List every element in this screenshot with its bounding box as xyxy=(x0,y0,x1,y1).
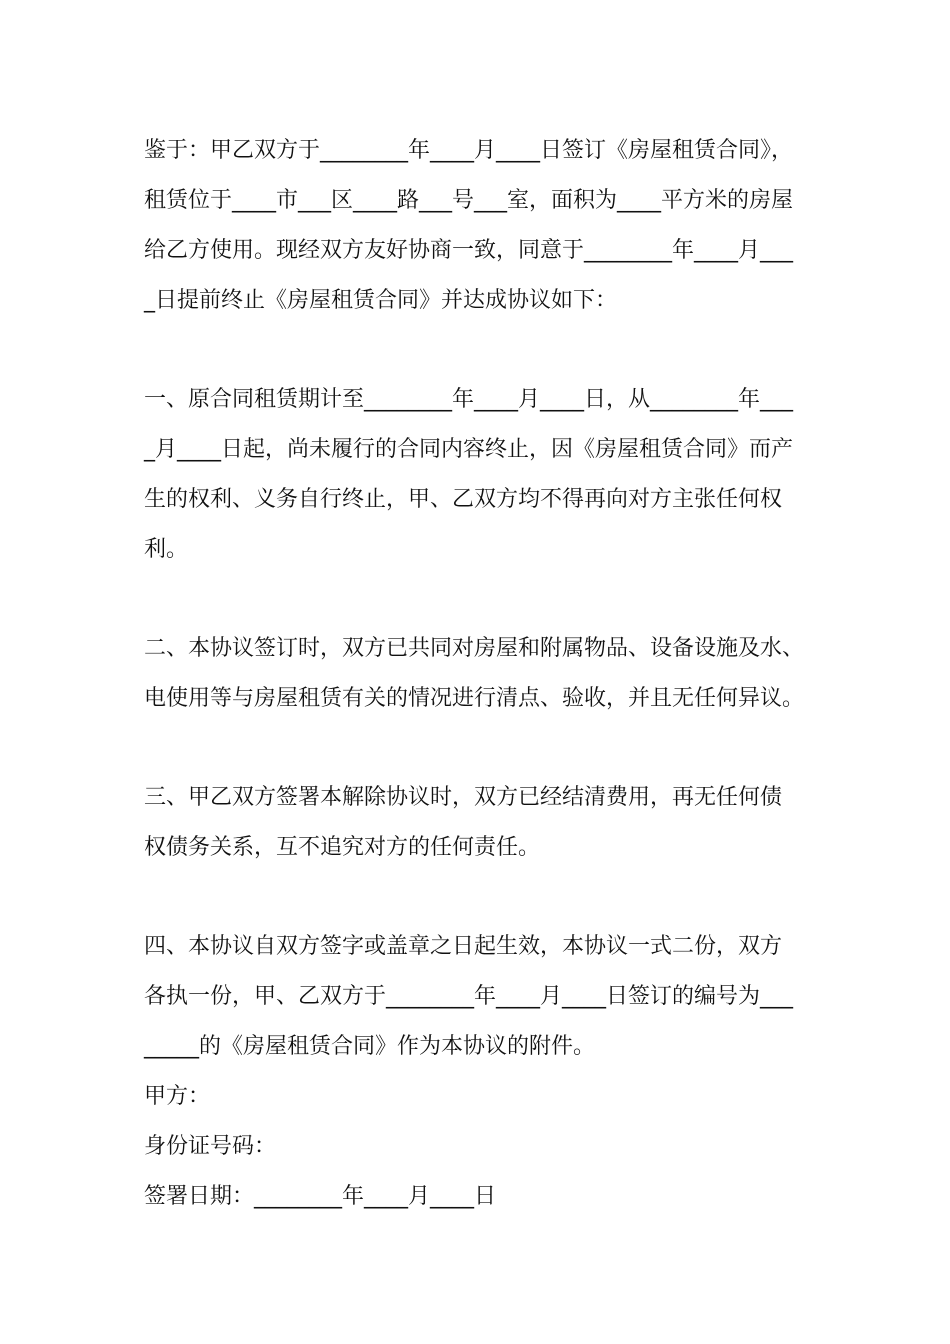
clause-3-line: 三、甲乙双方签署本解除协议时，双方已经结清费用，再无任何债 xyxy=(144,785,783,810)
clause-4-line: 四、本协议自双方签字或盖章之日起生效，本协议一式二份，双方 xyxy=(144,934,783,959)
clause-2-line: 二、本协议签订时，双方已共同对房屋和附属物品、设备设施及水、 xyxy=(144,636,805,661)
clause-1-line: 利。 xyxy=(144,537,189,562)
id-number-label: 身份证号码： xyxy=(144,1134,277,1159)
clause-4-line: 各执一份，甲、乙双方于________年____月____日签订的编号为___ xyxy=(144,984,794,1009)
preamble-line: _日提前终止《房屋租赁合同》并达成协议如下： xyxy=(144,288,618,313)
signing-date-label: 签署日期：________年____月____日 xyxy=(144,1184,497,1209)
clause-1-line: _月____日起，尚未履行的合同内容终止，因《房屋租赁合同》而产 xyxy=(144,437,794,462)
preamble-line: 给乙方使用。现经双方友好协商一致，同意于________年____月___ xyxy=(144,238,794,263)
clause-2-line: 电使用等与房屋租赁有关的情况进行清点、验收，并且无任何异议。 xyxy=(144,686,805,711)
clause-3-line: 权债务关系，互不追究对方的任何责任。 xyxy=(144,835,541,860)
clause-1-line: 一、原合同租赁期计至________年____月____日，从________年___ xyxy=(144,387,794,412)
preamble-line: 租赁位于____市___区____路___号___室，面积为____平方米的房屋 xyxy=(144,188,794,213)
preamble-line: 鉴于：甲乙双方于________年____月____日签订《房屋租赁合同》， xyxy=(144,138,794,163)
clause-1-line: 生的权利、义务自行终止，甲、乙双方均不得再向对方主张任何权 xyxy=(144,487,783,512)
party-a-label: 甲方： xyxy=(144,1084,211,1109)
clause-4-line: _____的《房屋租赁合同》作为本协议的附件。 xyxy=(144,1034,596,1059)
